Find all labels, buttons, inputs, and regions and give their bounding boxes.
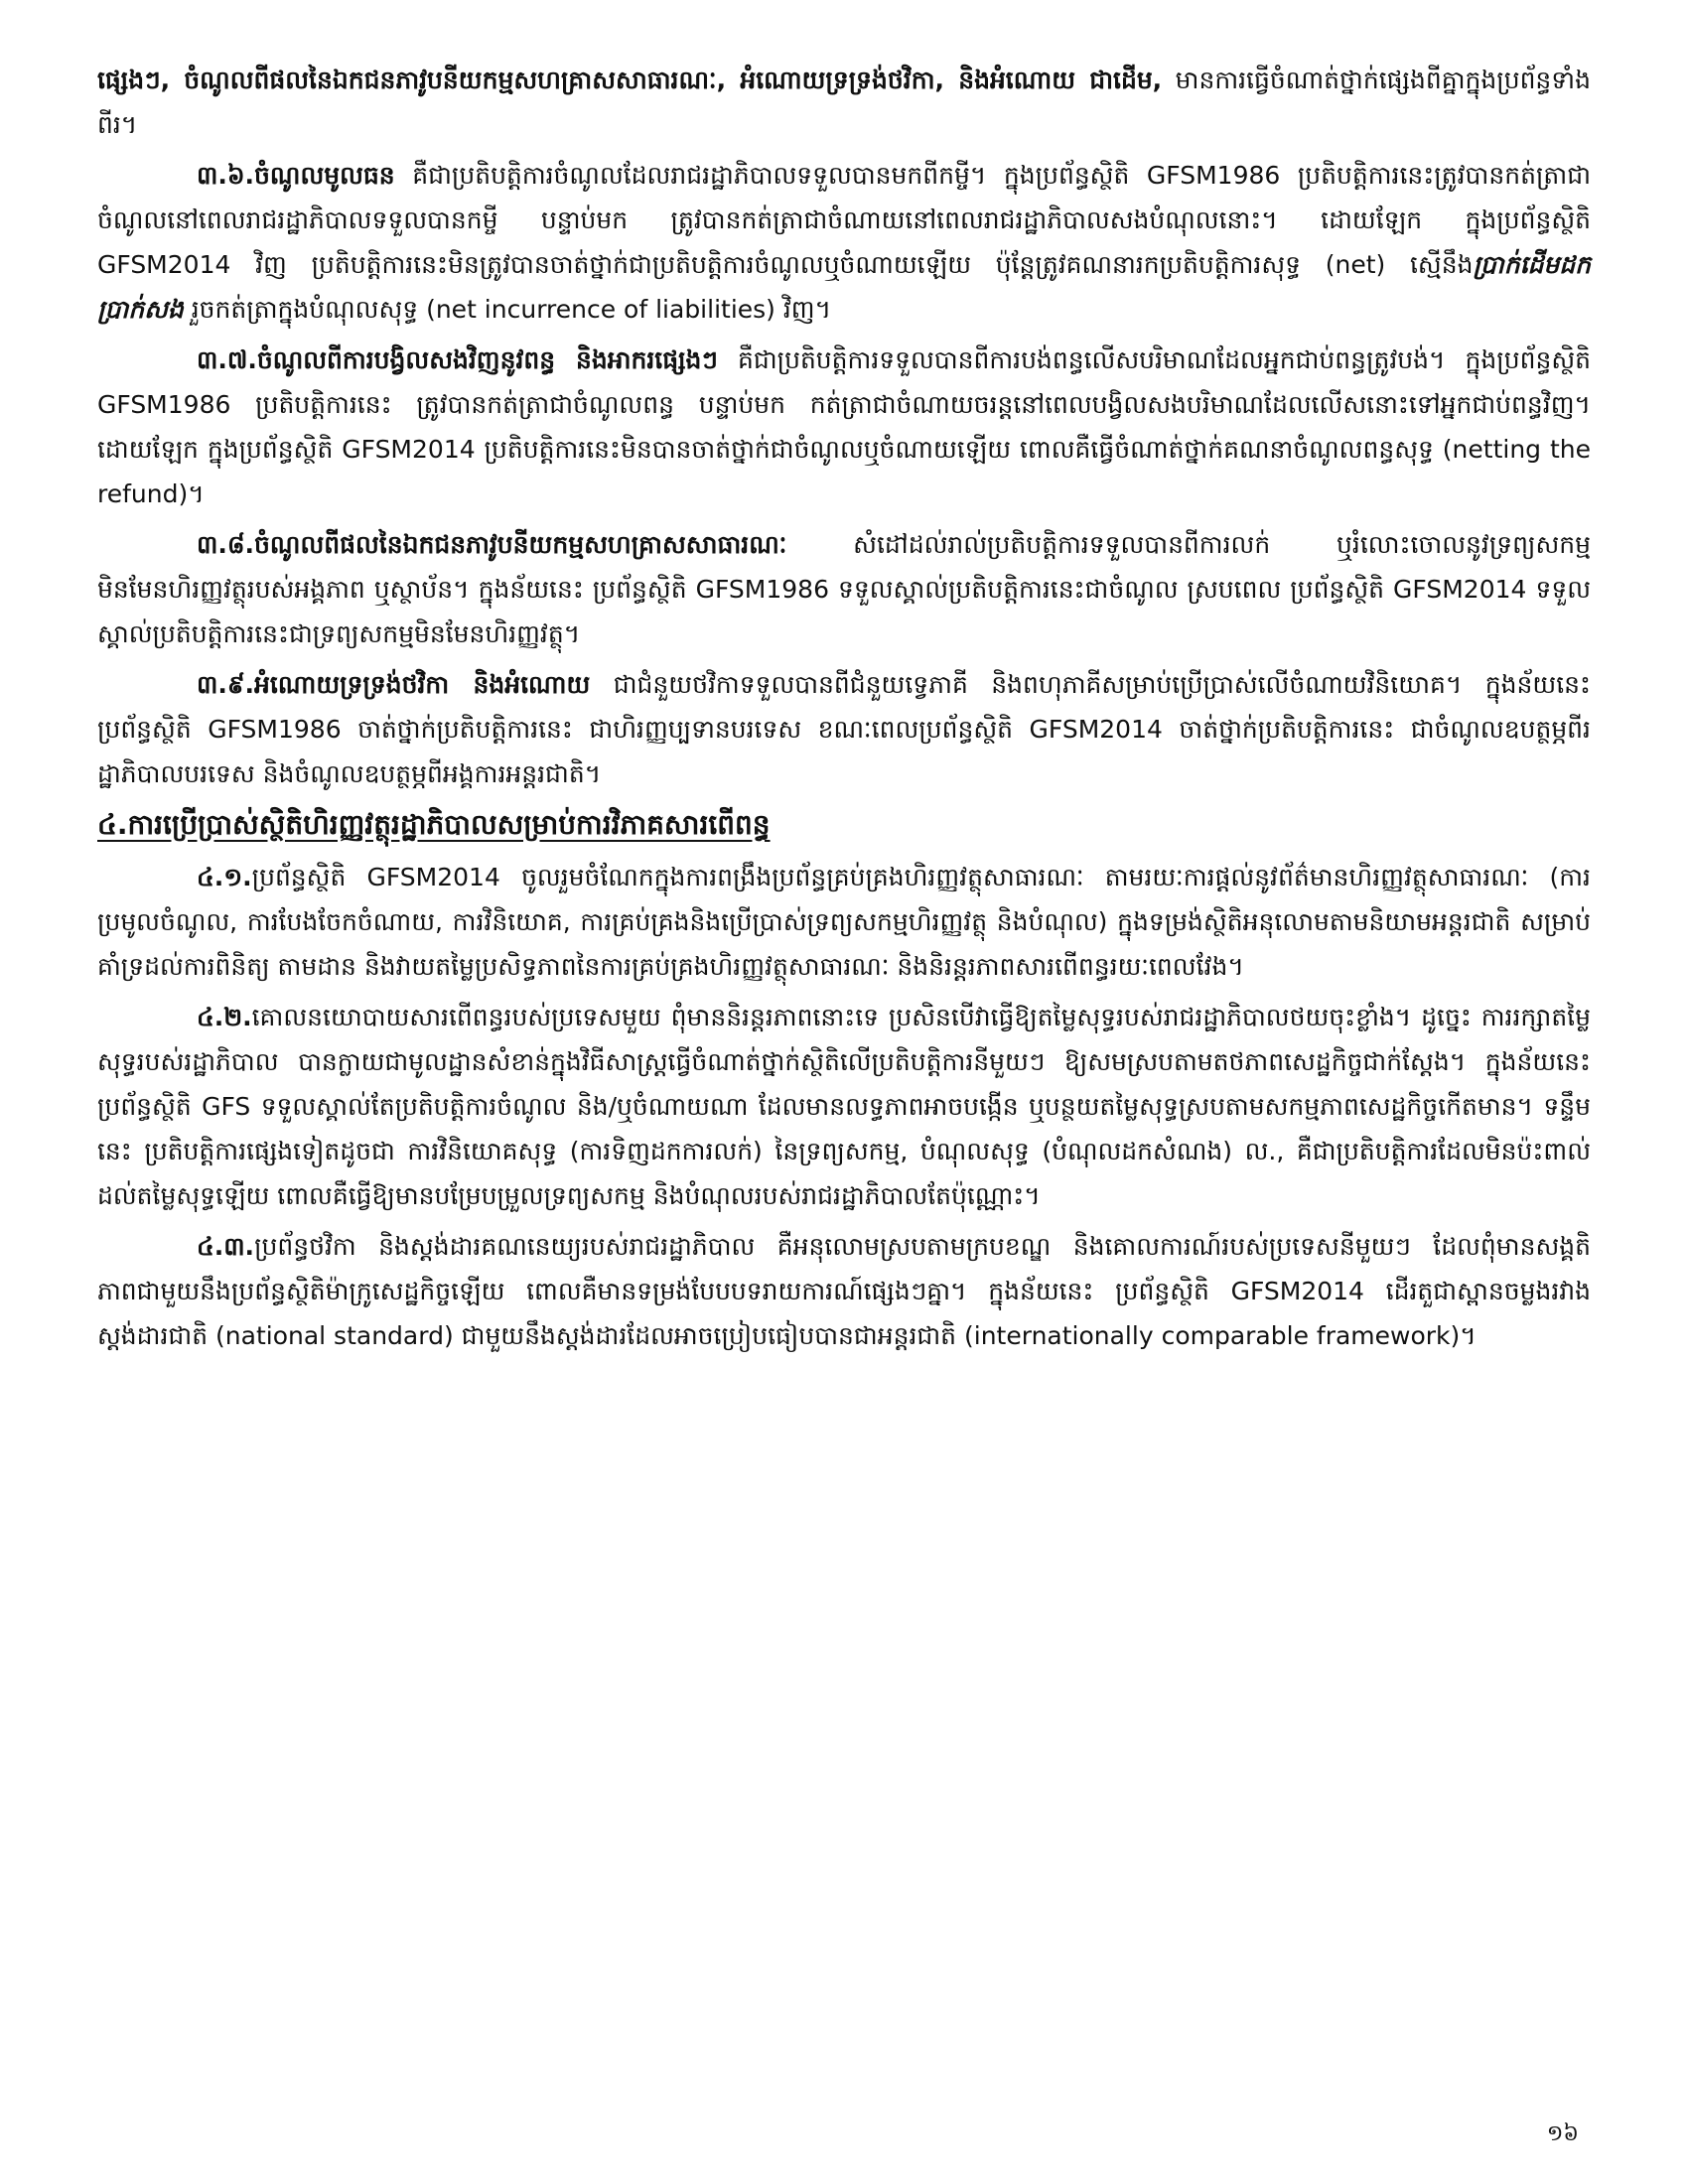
section-3-6-text: គឺជាប្រតិបត្តិការចំណូលដែលរាជរដ្ឋាភិបាលទទួលបានមកពីកម្ចី។ ក្នុងប្រព័ន្ធស្ថិតិ GFSM1986 ប្រតិបត្តិការនេះត្រូវបានកត់ត្រាជាចំណូលនៅពេលរាជរដ្ឋាភិបាលទទួលបានកម្ចី បន្ទាប់មក ត្រូវបានកត់ត្រាជាចំណាយនៅពេលរាជរដ្ឋាភិបាលសងបំណុលនោះ។ ដោយឡែក ក្នុងប្រព័ន្ធស្ថិតិ GFSM2014 វិញ ប្រតិបត្តិការនេះមិនត្រូវបានចាត់ថ្នាក់ជាប្រតិបត្តិការចំណូលឬចំណាយឡើយ ប៉ុន្តែត្រូវគណនារកប្រតិបត្តិការសុទ្ធ (net) ស្មើនឹង xyxy=(97,161,1591,279)
section-3-7-heading: ៣.៧.ចំណូលពីការបង្វិលសងវិញនូវពន្ធ និងអាករផ្សេងៗ xyxy=(197,345,718,374)
paragraph-continuation xyxy=(97,58,1591,147)
section-3-6-text-end: រួចកត់ត្រាក្នុងបំណុលសុទ្ធ (net incurrence of liabilities) វិញ។ xyxy=(183,295,832,324)
section-3-6 xyxy=(97,153,1591,332)
section-4-1 xyxy=(97,855,1591,989)
section-4-1-text: ប្រព័ន្ធស្ថិតិ GFSM2014 ចូលរួមចំណែកក្នុងការពង្រឹងប្រព័ន្ធគ្រប់គ្រងហិរញ្ញវត្ថុសាធារណៈ តាមរយៈការផ្តល់នូវព័ត៌មានហិរញ្ញវត្ថុសាធារណៈ (ការប្រមូលចំណូល, ការបែងចែកចំណាយ, ការវិនិយោគ, ការគ្រប់គ្រងនិងប្រើប្រាស់ទ្រព្យសកម្មហិរញ្ញវត្ថុ និងបំណុល) ក្នុងទម្រង់ស្ថិតិអនុលោមតាមនិយាមអន្តរជាតិ សម្រាប់គាំទ្រដល់ការពិនិត្យ តាមដាន និងវាយតម្លៃប្រសិទ្ធភាពនៃការគ្រប់គ្រងហិរញ្ញវត្ថុសាធារណៈ និងនិរន្តរភាពសារពើពន្ធរយៈពេលវែង។ xyxy=(97,863,1591,981)
section-4-heading: ៤.ការប្រើប្រាស់ស្ថិតិហិរញ្ញវត្ថុរដ្ឋាភិបាលសម្រាប់ការវិភាគសារពើពន្ធ xyxy=(97,808,771,841)
section-4-2-number: ៤.២. xyxy=(197,1003,252,1031)
section-3-9 xyxy=(97,662,1591,796)
section-3-6-heading: ៣.៦.ចំណូលមូលធន xyxy=(197,161,395,190)
section-3-6-emphasis: ប្រាក់ដើមដកប្រាក់សង xyxy=(97,250,1591,324)
section-4-3-number: ៤.៣. xyxy=(197,1232,255,1261)
section-3-8 xyxy=(97,522,1591,656)
section-3-8-text: សំដៅដល់រាល់ប្រតិបត្តិការទទួលបានពីការលក់ ឬរំលោះចោលនូវទ្រព្យសកម្មមិនមែនហិរញ្ញវត្ថុរបស់អង្គភាព ឬស្ថាប័ន។ ក្នុងន័យនេះ ប្រព័ន្ធស្ថិតិ GFSM1986 ទទួលស្គាល់ប្រតិបត្តិការនេះជាចំណូល ស្របពេល ប្រព័ន្ធស្ថិតិ GFSM2014 ទទួលស្គាល់ប្រតិបត្តិការនេះជាទ្រព្យសកម្មមិនមែនហិរញ្ញវត្ថុ។ xyxy=(97,530,1591,648)
section-4-2-text: គោលនយោបាយសារពើពន្ធរបស់ប្រទេសមួយ ពុំមាននិរន្តរភាពនោះទេ ប្រសិនបើវាធ្វើឱ្យតម្លៃសុទ្ធរបស់រាជរដ្ឋាភិបាលថយចុះខ្លាំង។ ដូច្នេះ ការរក្សាតម្លៃសុទ្ធរបស់រដ្ឋាភិបាល បានក្លាយជាមូលដ្ឋានសំខាន់ក្នុងវិធីសាស្ត្រធ្វើចំណាត់ថ្នាក់ស្ថិតិលើប្រតិបត្តិការនីមួយៗ ឱ្យសមស្របតាមតថភាពសេដ្ឋកិច្ចជាក់ស្តែង។ ក្នុងន័យនេះ ប្រព័ន្ធស្ថិតិ GFS ទទួលស្គាល់តែប្រតិបត្តិការចំណូល និង/ឬចំណាយណា ដែលមានលទ្ធភាពអាចបង្កើន ឬបន្ថយតម្លៃសុទ្ធស្របតាមសកម្មភាពសេដ្ឋកិច្ចកើតមាន។ ទន្ទឹមនេះ ប្រតិបត្តិការផ្សេងទៀតដូចជា ការវិនិយោគសុទ្ធ (ការទិញដកការលក់) នៃទ្រព្យសកម្ម, បំណុលសុទ្ធ (បំណុលដកសំណង) ល., គឺជាប្រតិបត្តិការដែលមិនប៉ះពាល់ដល់តម្លៃសុទ្ធឡើយ ពោលគឺធ្វើឱ្យមានបម្រែបម្រួលទ្រព្យសកម្ម និងបំណុលរបស់រាជរដ្ឋាភិបាលតែប៉ុណ្ណោះ។ xyxy=(97,1003,1591,1210)
section-3-8-heading: ៣.៨.ចំណូលពីផលនៃឯកជនភាវូបនីយកម្មសហគ្រាសសាធារណៈ xyxy=(197,530,787,559)
section-4-1-number: ៤.១. xyxy=(197,863,252,891)
section-3-9-heading: ៣.៩.អំណោយទ្រទ្រង់ថវិកា និងអំណោយ xyxy=(197,670,591,699)
paragraph-lead: ផ្សេងៗ, ចំណូលពីផលនៃឯកជនភាវូបនីយកម្មសហគ្រាសសាធារណៈ, អំណោយទ្រទ្រង់ថវិកា, និងអំណោយ ជាដើម, xyxy=(97,66,1163,94)
section-3-9-text: ជាជំនួយថវិកាទទួលបានពីជំនួយទ្វេភាគី និងពហុភាគីសម្រាប់ប្រើប្រាស់លើចំណាយវិនិយោគ។ ក្នុងន័យនេះ ប្រព័ន្ធស្ថិតិ GFSM1986 ចាត់ថ្នាក់ប្រតិបត្តិការនេះ ជាហិរញ្ញប្បទានបរទេស ខណៈពេលប្រព័ន្ធស្ថិតិ GFSM2014 ចាត់ថ្នាក់ប្រតិបត្តិការនេះ ជាចំណូលឧបត្ថម្ភពីរដ្ឋាភិបាលបរទេស និងចំណូលឧបត្ថម្ភពីអង្គការអន្តរជាតិ។ xyxy=(97,670,1591,788)
paragraph-text: មានការធ្វើចំណាត់ថ្នាក់ផ្សេងពីគ្នាក្នុងប្រព័ន្ធទាំងពីរ។ xyxy=(97,66,1591,139)
section-4-2 xyxy=(97,995,1591,1218)
section-4-3 xyxy=(97,1224,1591,1358)
section-3-7-text: គឺជាប្រតិបត្តិការទទួលបានពីការបង់ពន្ធលើសបរិមាណដែលអ្នកជាប់ពន្ធត្រូវបង់។ ក្នុងប្រព័ន្ធស្ថិតិ GFSM1986 ប្រតិបត្តិការនេះ ត្រូវបានកត់ត្រាជាចំណូលពន្ធ បន្ទាប់មក កត់ត្រាជាចំណាយចរន្តនៅពេលបង្វិលសងបរិមាណដែលលើសនោះទៅអ្នកជាប់ពន្ធវិញ។ ដោយឡែក ក្នុងប្រព័ន្ធស្ថិតិ GFSM2014 ប្រតិបត្តិការនេះមិនបានចាត់ថ្នាក់ជាចំណូលឬចំណាយឡើយ ពោលគឺធ្វើចំណាត់ថ្នាក់គណនាចំណូលពន្ធសុទ្ធ (netting the refund)។ xyxy=(97,345,1591,508)
section-3-7 xyxy=(97,338,1591,516)
section-4-3-text: ប្រព័ន្ធថវិកា និងស្តង់ដារគណនេយ្យរបស់រាជរដ្ឋាភិបាល គឺអនុលោមស្របតាមក្របខណ្ឌ និងគោលការណ៍របស់ប្រទេសនីមួយៗ ដែលពុំមានសង្គតិភាពជាមួយនឹងប្រព័ន្ធស្ថិតិម៉ាក្រូសេដ្ឋកិច្ចឡើយ ពោលគឺមានទម្រង់បែបបទរាយការណ៍ផ្សេងៗគ្នា។ ក្នុងន័យនេះ ប្រព័ន្ធស្ថិតិ GFSM2014 ដើរតួជាស្ពានចម្លងរវាងស្តង់ដារជាតិ (national standard) ជាមួយនឹងស្តង់ដារដែលអាចប្រៀបធៀបបានជាអន្តរជាតិ (internationally comparable framework)។ xyxy=(97,1232,1591,1350)
page-number: ១៦ xyxy=(1546,2121,1579,2146)
